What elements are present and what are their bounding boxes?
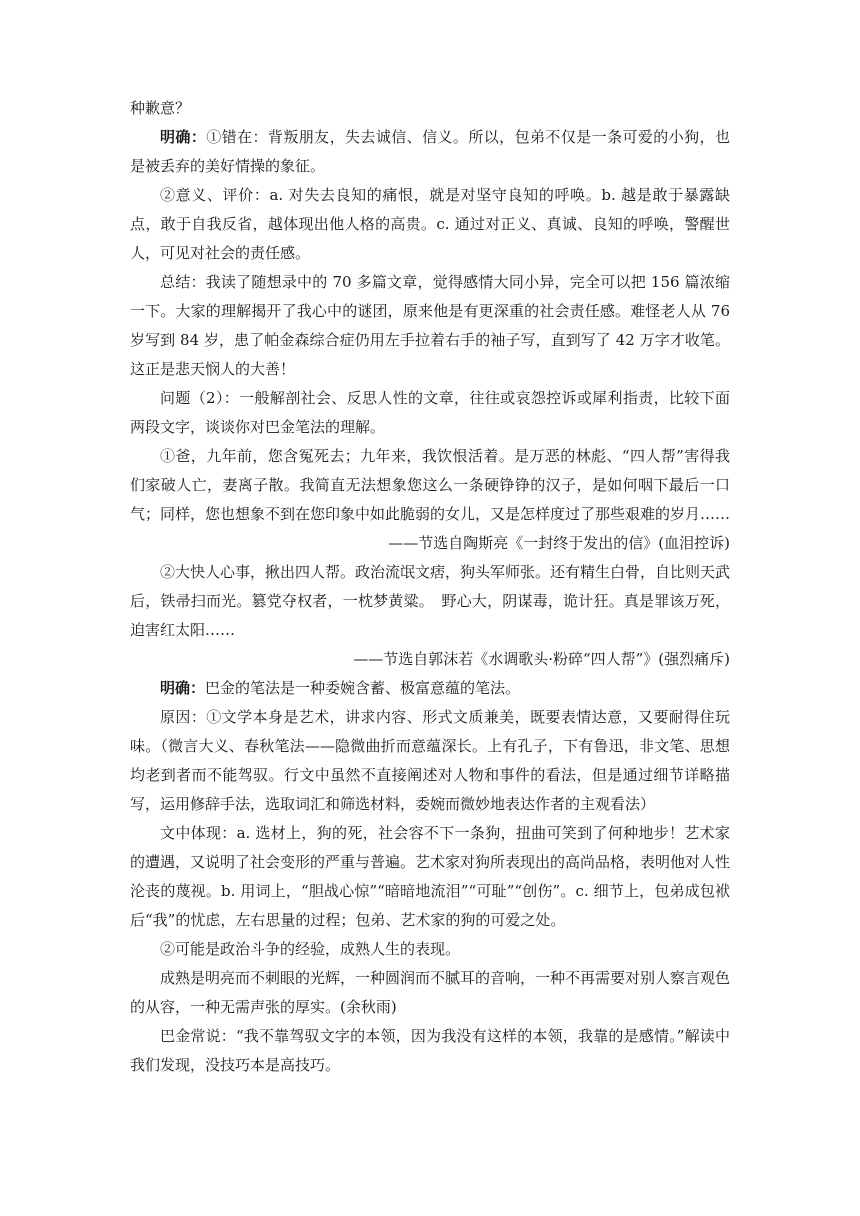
- quote-source: ——节选自陶斯亮《一封终于发出的信》(血泪控诉): [388, 534, 730, 552]
- paragraph: 巴金常说：“我不靠驾驭文字的本领，因为我没有这样的本领，我靠的是感情。”解读中我们发现，没技巧本是高技巧。: [130, 1027, 730, 1074]
- answer-label: 明确：: [160, 679, 206, 697]
- paragraph: 文中体现：a. 选材上，狗的死，社会容不下一条狗，扭曲可笑到了何种地步！艺术家的遭遇，又说明了社会变形的严重与普遍。艺术家对狗所表现出的高尚品格，表明他对人性沦丧的蔑视。b. 用词上，“胆战心惊”“暗暗地流泪”“可耻”“创伤”。c. 细节上，包弟成包袱后“我”的忧虑，左右思量的过程；包弟、艺术家的狗的可爱之处。: [130, 824, 731, 929]
- paragraph: 问题（2）：一般解剖社会、反思人性的文章，往往或哀怨控诉或犀利指责，比较下面两段文字，谈谈你对巴金笔法的理解。: [130, 389, 730, 436]
- document-body: [130, 94, 730, 1080]
- quote-source: ——节选自郭沫若《水调歌头·粉碎“四人帮”》(强烈痛斥): [353, 650, 730, 668]
- paragraph: 明确：①错在：背叛朋友，失去诚信、信义。所以，包弟不仅是一条可爱的小狗，也是被丢弃的美好情操的象征。: [130, 128, 730, 175]
- paragraph: 原因：①文学本身是艺术，讲求内容、形式文质兼美，既要表情达意，又要耐得住玩味。（微言大义、春秋笔法——隐微曲折而意蕴深长。上有孔子，下有鲁迅，非文笔、思想均老到者而不能驾驭。行文中虽然不直接阐述对人物和事件的看法，但是通过细节详略描写，运用修辞手法，选取词汇和筛选材料，委婉而微妙地表达作者的主观看法）: [130, 708, 730, 813]
- quote-paragraph: ①爸，九年前，您含冤死去；九年来，我饮恨活着。是万恶的林彪、“四人帮”害得我们家破人亡，妻离子散。我简直无法想象您这么一条硬铮铮的汉子，是如何咽下最后一口气；同样，您也想象不到在您印象中如此脆弱的女儿，又是怎样度过了那些艰难的岁月……: [130, 447, 731, 523]
- paragraph: ②可能是政治斗争的经验，成熟人生的表现。: [160, 940, 461, 958]
- paragraph: ②意义、评价：a. 对失去良知的痛恨，就是对坚守良知的呼唤。b. 越是敢于暴露缺点，敢于自我反省，越体现出他人格的高贵。c. 通过对正义、真诚、良知的呼唤，警醒世人，可见对社会的责任感。: [130, 186, 730, 262]
- answer-label: 明确：: [160, 128, 207, 146]
- quote-paragraph: ②大快人心事，揪出四人帮。政治流氓文痞，狗头军师张。还有精生白骨，自比则天武后，铁帚扫而光。篡党夺权者，一枕梦黄粱。 野心大，阴谋毒，诡计狂。真是罪该万死，迫害红太阳……: [130, 563, 731, 639]
- paragraph: 明确：巴金的笔法是一种委婉含蓄、极富意蕴的笔法。: [160, 679, 521, 697]
- paragraph: 种歉意？: [130, 99, 191, 117]
- paragraph: 成熟是明亮而不刺眼的光辉，一种圆润而不腻耳的音响，一种不再需要对别人察言观色的从容，一种无需声张的厚实。(余秋雨): [130, 969, 731, 1016]
- paragraph: 总结：我读了随想录中的 70 多篇文章，觉得感情大同小异，完全可以把 156 篇浓缩一下。大家的理解揭开了我心中的谜团，原来他是有更深重的社会责任感。难怪老人从 76 岁写到 84 岁，患了帕金森综合症仍用左手拉着右手的袖子写，直到写了 42 万字才收笔。这正是悲天悯人的大善！: [130, 273, 730, 378]
